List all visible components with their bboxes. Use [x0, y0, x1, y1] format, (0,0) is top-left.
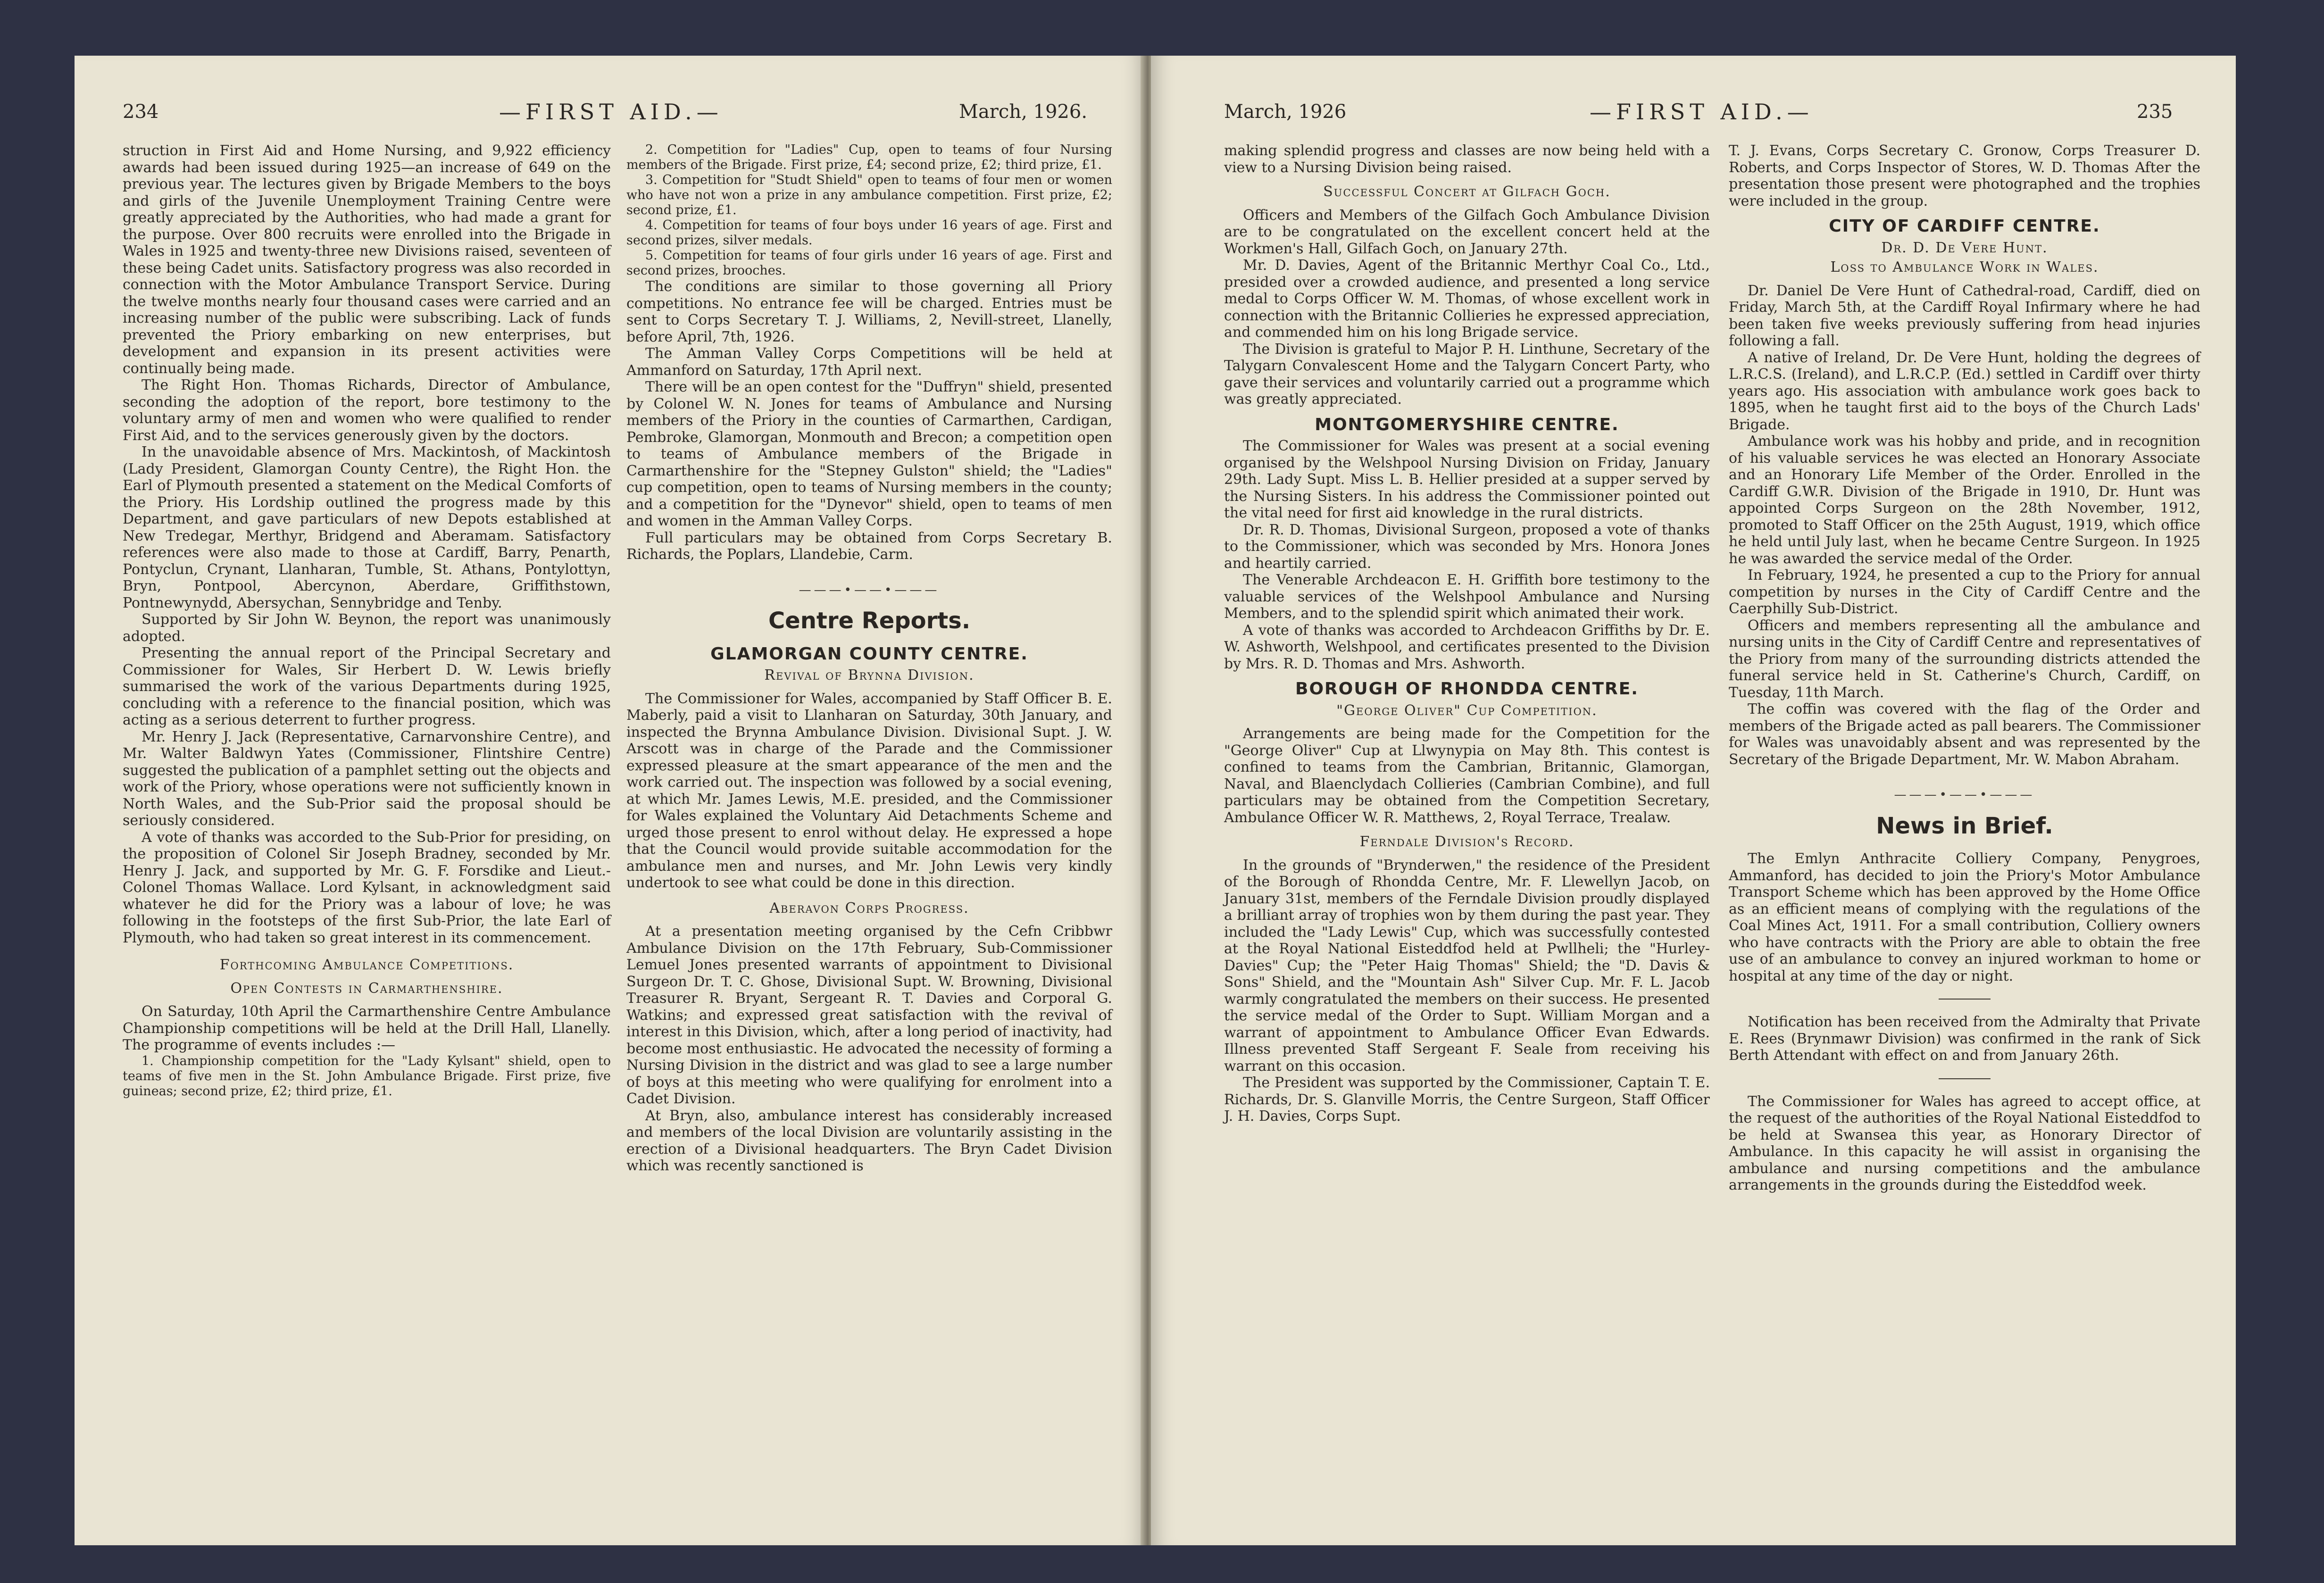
running-title: —FIRST AID.— [499, 99, 723, 125]
section-subheading: Revival of Brynna Division. [764, 667, 975, 683]
paragraph: The Commissioner for Wales, accompanied by Staff Officer B. E. Maberly, paid a visit to Llanharan on Saturday, 30th January, and inspected the Brynna Ambulance Division. Divisional Supt. J. W. Arscott was in charge of the Parade and the Commissioner expressed pleasure at the smart appearance of the men and the work carried out. The inspection was followed by a social evening, at which Mr. James Lewis, M.E. presided, and the Commissioner for Wales explained the Voluntary Aid Detachments Scheme and urged those present to enrol without delay. He expressed a hope that the Council would provide suitable accommodation for the ambulance men and nurses, and Mr. John Lewis very kindly undertook to see what could be done in this direction. [626, 690, 1112, 891]
page-number: 234 [123, 101, 159, 123]
paragraph: Dr. R. D. Thomas, Divisional Surgeon, proposed a vote of thanks to the Commissioner, which was seconded by Mrs. Honora Jones and heartily carried. [1224, 521, 1710, 572]
centre-heading: BOROUGH OF RHONDDA CENTRE. [1295, 679, 1639, 699]
section-subheading: Successful Concert at Gilfach Goch. [1323, 183, 1611, 200]
paragraph: In the grounds of "Brynderwen," the residence of the President of the Borough of Rhondda Centre, Mr. F. Llewellyn Jacob, on January 31st, members of the Ferndale Division proudly displayed a brilliant array of trophies won by them during the past year. They included the "Lady Lewis" Cup, which was successfully contested at the Royal National Eisteddfod held at Pwllheli; the "Hurley-Davies" Cup; the "Peter Haig Thomas" Shield; the "D. Davis & Sons" Shield, and the "Mountain Ash" Silver Cup. Mr. F. L. Jacob warmly congratulated the members on their success. He presented the service medal of the Order to Supt. William Morgan and a warrant of appointment to Ambulance Officer Evan Edwards. Illness prevented Staff Sergeant F. Seale from receiving his warrant on this occasion. [1224, 857, 1710, 1075]
centre-heading: CITY OF CARDIFF CENTRE. [1829, 217, 2100, 236]
paragraph: Notification has been received from the Admiralty that Private E. Rees (Brynmawr Division) was confirmed in the rank of Sick Berth Attendant with effect on and from January 26th. [1729, 1014, 2200, 1064]
issue-date: March, 1926 [1224, 101, 1347, 123]
centre-heading: MONTGOMERYSHIRE CENTRE. [1315, 415, 1619, 434]
section-subheading: Forthcoming Ambulance Competitions. [219, 957, 514, 973]
paragraph: Officers and members representing all the ambulance and nursing units in the City of Cardiff Centre and representatives of the Priory from many of the surrounding districts attended the funeral service held in St. Catherine's Church, Cardiff, on Tuesday, 11th March. [1729, 617, 2200, 701]
paragraph: The Right Hon. Thomas Richards, Director of Ambulance, seconding the adoption of the report, bore testimony to the voluntary army of men and women who were qualified to render First Aid, and to the services generously given by the doctors. [123, 377, 611, 444]
section-subheading: "George Oliver" Cup Competition. [1336, 702, 1598, 719]
paragraph: The coffin was covered with the flag of the Order and members of the Brigade acted as pall bearers. The Commissioner for Wales was unavoidably absent and was represented by the Secretary of the Brigade Department, Mr. W. Mabon Abraham. [1729, 701, 2200, 768]
paragraph: Dr. Daniel De Vere Hunt of Cathedral-road, Cardiff, died on Friday, March 5th, at the Cardiff Royal Infirmary where he had been taken five weeks previously suffering from head injuries following a fall. [1729, 282, 2200, 349]
paragraph: A vote of thanks was accorded to the Sub-Prior for presiding, on the proposition of Colonel Sir Joseph Bradney, seconded by Mr. Henry J. Jack, and supported by Mr. G. F. Forsdike and Lieut.-Colonel Thomas Wallace. Lord Kylsant, in acknowledgment said whatever he did for the Priory was a labour of love; he was following in the footsteps of the first Sub-Prior, the late Earl of Plymouth, who had taken so great interest in its commencement. [123, 829, 611, 946]
centre-heading: GLAMORGAN COUNTY CENTRE. [710, 644, 1028, 664]
paragraph: making splendid progress and classes are now being held with a view to a Nursing Division being raised. [1224, 142, 1710, 176]
list-item: 5. Competition for teams of four girls under 16 years of age. First and second prizes, brooches. [626, 248, 1112, 278]
section-subheading: Open Contests in Carmarthenshire. [230, 980, 503, 997]
section-title: News in Brief. [1876, 812, 2053, 839]
divider-rule [1939, 999, 1991, 1000]
paragraph: A native of Ireland, Dr. De Vere Hunt, holding the degrees of L.R.C.S. (Ireland), and L.R.C.P. (Ed.) settled in Cardiff over thirty years ago. His association with ambulance work goes back to 1895, when he taught first aid to the boys of the Church Lads' Brigade. [1729, 349, 2200, 433]
paragraph: At a presentation meeting organised by the Cefn Cribbwr Ambulance Division on the 17th February, Sub-Commissioner Lemuel Jones presented warrants of appointment to Divisional Surgeon Dr. T. C. Ghose, Divisional Supt. W. Browning, Divisional Treasurer R. Bryant, Sergeant R. T. Davies and Corporal G. Watkins; and expressed great satisfaction with the revival of interest in this Division, which, after a long period of inactivity, had become most enthusiastic. He advocated the necessity of forming a Nursing Division in the district and was glad to see a large number of boys at this meeting who were qualifying for enrolment into a Cadet Division. [626, 923, 1112, 1107]
left-column-1 [123, 142, 611, 1099]
paragraph: A vote of thanks was accorded to Archdeacon Griffiths by Dr. E. W. Ashworth, Welshpool, and certificates presented to the Division by Mrs. R. D. Thomas and Mrs. Ashworth. [1224, 622, 1710, 672]
section-subheading: Loss to Ambulance Work in Wales. [1830, 259, 2099, 275]
ornament-divider: ———•——•——— [1894, 788, 2035, 802]
issue-date: March, 1926. [959, 101, 1088, 123]
paragraph: Supported by Sir John W. Beynon, the report was unanimously adopted. [123, 611, 611, 645]
paragraph: T. J. Evans, Corps Secretary C. Gronow, Corps Treasurer D. Roberts, and Corps Inspector of Stores, W. D. Thomas After the presentation those present were photographed and the trophies were included in the group. [1729, 142, 2200, 209]
left-page [75, 56, 1145, 1545]
paragraph: On Saturday, 10th April the Carmarthenshire Centre Ambulance Championship competitions will be held at the Drill Hall, Llanelly. The programme of events includes :— [123, 1003, 611, 1053]
section-subheading: Aberavon Corps Progress. [769, 900, 969, 916]
paragraph: The Commissioner for Wales has agreed to accept office, at the request of the authorities of the Royal National Eisteddfod to be held at Swansea this year, as Honorary Director of Ambulance. In this capacity he will assist in organising the ambulance and nursing competitions and the ambulance arrangements in the grounds during the Eisteddfod week. [1729, 1093, 2200, 1193]
list-item: 1. Championship competition for the "Lady Kylsant" shield, open to teams of five men in the St. John Ambulance Brigade. First prize, five guineas; second prize, £2; third prize, £1. [123, 1053, 611, 1099]
paragraph: Mr. D. Davies, Agent of the Britannic Merthyr Coal Co., Ltd., presided over a crowded audience, and presented a long service medal to Corps Officer W. M. Thomas, of whose excellent work in connection with the Britannic Collieries he expressed appreciation, and commended him on his long Brigade service. [1224, 257, 1710, 341]
list-item: 2. Competition for "Ladies" Cup, open to teams of four Nursing members of the Brigade. First prize, £4; second prize, £2; third prize, £1. [626, 142, 1112, 172]
paragraph: struction in First Aid and Home Nursing, and 9,922 efficiency awards had been issued during 1925—an increase of 649 on the previous year. The lectures given by Brigade Members to the boys and girls of the Juvenile Unemployment Training Centre were greatly appreciated by the Authorities, who had made a grant for the purpose. Over 800 recruits were enrolled into the Brigade in Wales in 1925 and twenty-three new Divisions raised, seventeen of these being Cadet units. Satisfactory progress was also recorded in connection with the Motor Ambulance Transport Service. During the twelve months nearly four thousand cases were carried and an increasing number of the public were subscribing. Lack of funds prevented the Priory embarking on new enterprises, but development and expansion in its present activities were continually being made. [123, 142, 611, 377]
paragraph: Ambulance work was his hobby and pride, and in recognition of his valuable services he was elected an Honorary Associate and an Honorary Life Member of the Order. Enrolled in the Cardiff G.W.R. Division of the Brigade in 1910, Dr. Hunt was appointed Corps Surgeon on the 28th November, 1912, promoted to Staff Officer on the 25th August, 1919, which office he held until July last, when he became Centre Surgeon. In 1925 he was awarded the service medal of the Order. [1729, 433, 2200, 567]
paragraph: The Venerable Archdeacon E. H. Griffith bore testimony to the valuable services of the Welshpool Ambulance and Nursing Members, and to the splendid spirit which animated their work. [1224, 572, 1710, 622]
paragraph: The Amman Valley Corps Competitions will be held at Ammanford on Saturday, 17th April next. [626, 345, 1112, 379]
paragraph: The Emlyn Anthracite Colliery Company, Penygroes, Ammanford, has decided to join the Priory's Motor Ambulance Transport Scheme which has been approved by the Home Office as an efficient means of complying with the regulations of the Coal Mines Act, 1911. For a small contribution, Colliery owners who have contracts with the Priory are able to obtain the free use of an ambulance to convey an injured workman to home or hospital at any time of the day or night. [1729, 850, 2200, 984]
paragraph: At Bryn, also, ambulance interest has considerably increased and members of the local Division are voluntarily assisting in the erection of a Divisional headquarters. The Bryn Cadet Division which was recently sanctioned is [626, 1107, 1112, 1174]
paragraph: The President was supported by the Commissioner, Captain T. E. Richards, Dr. S. Glanville Morris, the Centre Surgeon, Staff Officer J. H. Davies, Corps Supt. [1224, 1075, 1710, 1125]
right-page [1151, 56, 2236, 1545]
paragraph: Presenting the annual report of the Principal Secretary and Commissioner for Wales, Sir Herbert D. W. Lewis briefly summarised the work of the various Departments during 1925, concluding with a reference to the financial position, which was acting as a serious deterrent to further progress. [123, 645, 611, 728]
page-number: 235 [2137, 101, 2173, 123]
paragraph: In the unavoidable absence of Mrs. Mackintosh, of Mackintosh (Lady President, Glamorgan County Centre), the Right Hon. the Earl of Plymouth presented a statement on the Medical Comforts of the Priory. His Lordship outlined the progress made by this Department, and gave particulars of new Depots established at New Tredegar, Merthyr, Bridgend and Aberamam. Satisfactory references were also made to those at Cardiff, Barry, Penarth, Pontyclun, Crynant, Llanharan, Tumble, St. Athans, Pontylottyn, Bryn, Pontpool, Abercynon, Aberdare, Griffithstown, Pontnewynydd, Abersychan, Sennybridge and Tenby. [123, 444, 611, 611]
paragraph: There will be an open contest for the "Duffryn" shield, presented by Colonel W. N. Jones for teams of Ambulance and Nursing members of the Priory in the counties of Carmarthen, Cardigan, Pembroke, Glamorgan, Monmouth and Brecon; a competition open to teams of Ambulance members of the Brigade in Carmarthenshire for the "Stepney Gulston" shield; the "Ladies" cup competition, open to teams of Nursing members in the county; and a competition for the "Dynevor" shield, open to teams of men and women in the Amman Valley Corps. [626, 379, 1112, 529]
paragraph: Mr. Henry J. Jack (Representative, Carnarvonshire Centre), and Mr. Walter Baldwyn Yates (Commissioner, Flintshire Centre) suggested the publication of a pamphlet setting out the objects and work of the Priory, whose operations were not sufficiently known in North Wales, and the Sub-Prior said the proposal should be seriously considered. [123, 728, 611, 829]
paragraph: In February, 1924, he presented a cup to the Priory for annual competition by nurses in the City of Cardiff Centre and the Caerphilly Sub-District. [1729, 567, 2200, 617]
paragraph: The Commissioner for Wales was present at a social evening organised by the Welshpool Nursing Division on Friday, January 29th. Lady Supt. Miss L. B. Hellier presided at a supper served by the Nursing Sisters. In his address the Commissioner pointed out the vital need for first aid knowledge in the rural districts. [1224, 438, 1710, 521]
left-column-2 [626, 142, 1112, 1175]
paragraph: Arrangements are being made for the Competition for the "George Oliver" Cup at Llwynypia on May 8th. This contest is confined to teams from the Cambrian, Britannic, Glamorgan, Naval, and Blaenclydach Collieries (Cambrian Combine), and full particulars may be obtained from the Competition Secretary, Ambulance Officer W. R. Matthews, 2, Royal Terrace, Trealaw. [1224, 725, 1710, 826]
paragraph: The conditions are similar to those governing all Priory competitions. No entrance fee will be charged. Entries must be sent to Corps Secretary T. J. Williams, 2, Nevill-street, Llanelly, before April, 7th, 1926. [626, 278, 1112, 345]
running-title: —FIRST AID.— [1590, 99, 1814, 125]
divider-rule [1939, 1078, 1991, 1079]
list-item: 4. Competition for teams of four boys under 16 years of age. First and second prizes, silver medals. [626, 218, 1112, 248]
right-column-1 [1224, 142, 1710, 1125]
paragraph: Full particulars may be obtained from Corps Secretary B. Richards, the Poplars, Llandebie, Carm. [626, 529, 1112, 563]
list-item: 3. Competition for "Studt Shield" open to teams of four men or women who have not won a prize in any ambulance competition. First prize, £2; second prize, £1. [626, 173, 1112, 217]
section-title: Centre Reports. [768, 608, 971, 634]
section-subheading: Dr. D. De Vere Hunt. [1881, 239, 2048, 256]
section-subheading: Ferndale Division's Record. [1359, 833, 1574, 850]
paragraph: Officers and Members of the Gilfach Goch Ambulance Division are to be congratulated on the excellent concert held at the Workmen's Hall, Gilfach Goch, on January 27th. [1224, 207, 1710, 257]
ornament-divider: ———•——•——— [799, 583, 940, 597]
right-column-2 [1729, 142, 2200, 1194]
paragraph: The Division is grateful to Major P. H. Linthune, Secretary of the Talygarn Convalescent Home and the Talygarn Concert Party, who gave their services and voluntarily carried out a programme which was greatly appreciated. [1224, 341, 1710, 408]
